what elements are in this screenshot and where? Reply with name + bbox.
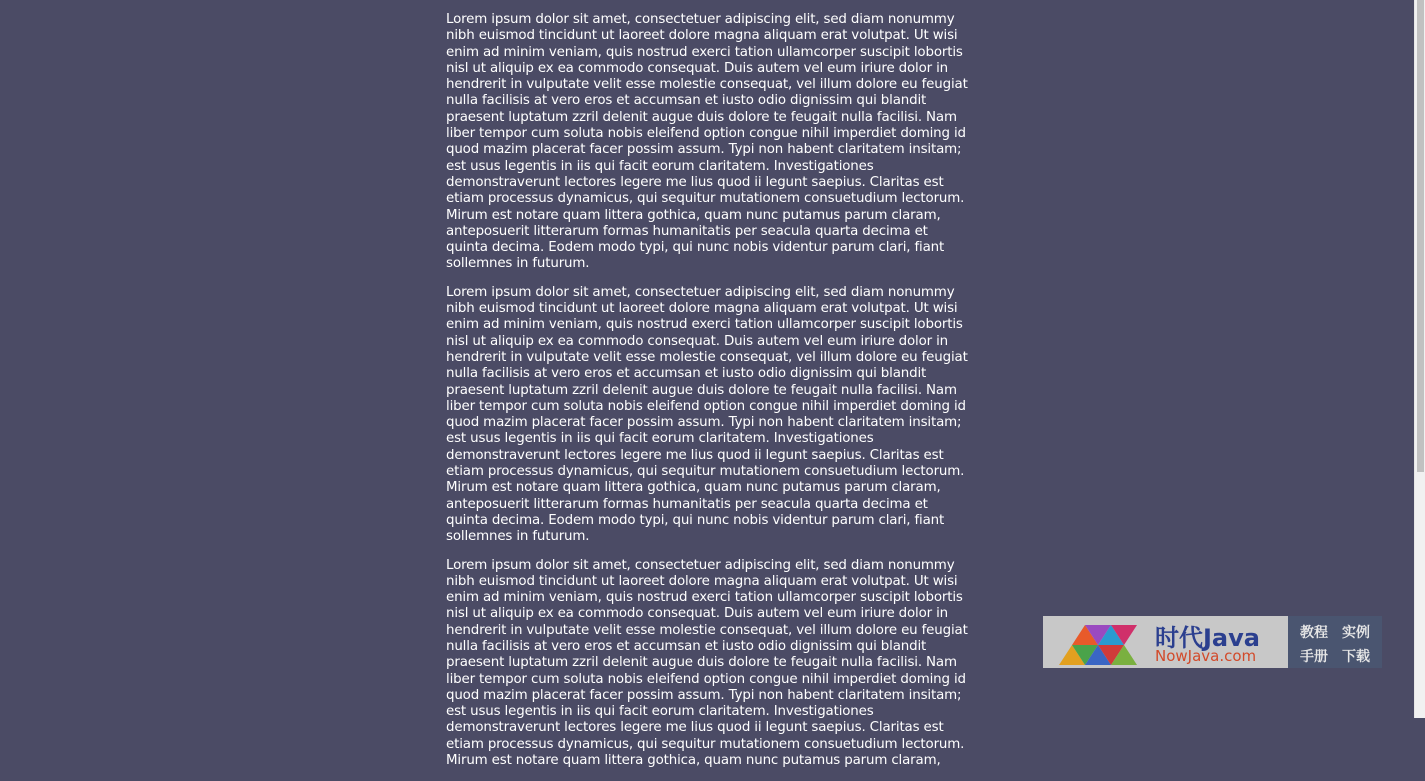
link-examples[interactable]: 实例 [1342, 625, 1370, 641]
paragraph-1: Lorem ipsum dolor sit amet, consectetuer adipiscing elit, sed diam nonummy nibh euismod tincidunt ut laoreet dolore magna aliquam erat volutpat. Ut wisi enim ad minim veniam, quis nostrud exerci tation ullamcorper suscipit lobortis nisl ut aliquip ex ea commodo consequat. Duis autem vel eum iriure dolor in hendrerit in vulputate velit esse molestie consequat, vel illum dolore eu feugiat nulla facilisis at vero eros et accumsan et iusto odio dignissim qui blandit praesent luptatum zzril delenit augue duis dolore te feugait nulla facilisi. Nam liber tempor cum soluta nobis eleifend option congue nihil imperdiet doming id quod mazim placerat facer possim assum. Typi non habent claritatem insitam; est usus legentis in iis qui facit eorum claritatem. Investigationes demonstraverunt lectores legere me lius quod ii legunt saepius. Claritas est etiam processus dynamicus, qui sequitur mutationem consuetudium lectorum. Mirum est notare quam littera gothica, quam nunc putamus parum claram, anteposuerit litterarum formas humanitatis per seacula quarta decima et quinta decima. Eodem modo typi, qui nunc nobis videntur parum clari, fiant sollemnes in futurum. [446, 12, 968, 272]
nowjava-banner[interactable] [1043, 616, 1382, 668]
triangle-logo-icon [1059, 619, 1149, 665]
brand-title: 时代Java [1155, 624, 1260, 652]
link-manual[interactable]: 手册 [1300, 649, 1328, 665]
scrollbar-thumb[interactable] [1417, 0, 1424, 472]
paragraph-2: Lorem ipsum dolor sit amet, consectetuer adipiscing elit, sed diam nonummy nibh euismod tincidunt ut laoreet dolore magna aliquam erat volutpat. Ut wisi enim ad minim veniam, quis nostrud exerci tation ullamcorper suscipit lobortis nisl ut aliquip ex ea commodo consequat. Duis autem vel eum iriure dolor in hendrerit in vulputate velit esse molestie consequat, vel illum dolore eu feugiat nulla facilisis at vero eros et accumsan et iusto odio dignissim qui blandit praesent luptatum zzril delenit augue duis dolore te feugait nulla facilisi. Nam liber tempor cum soluta nobis eleifend option congue nihil imperdiet doming id quod mazim placerat facer possim assum. Typi non habent claritatem insitam; est usus legentis in iis qui facit eorum claritatem. Investigationes demonstraverunt lectores legere me lius quod ii legunt saepius. Claritas est etiam processus dynamicus, qui sequitur mutationem consuetudium lectorum. Mirum est notare quam littera gothica, quam nunc putamus parum claram, anteposuerit litterarum formas humanitatis per seacula quarta decima et quinta decima. Eodem modo typi, qui nunc nobis videntur parum clari, fiant sollemnes in futurum. [446, 284, 968, 545]
brand-url: NowJava.com [1155, 647, 1257, 665]
paragraph-3: Lorem ipsum dolor sit amet, consectetuer adipiscing elit, sed diam nonummy nibh euismod tincidunt ut laoreet dolore magna aliquam erat volutpat. Ut wisi enim ad minim veniam, quis nostrud exerci tation ullamcorper suscipit lobortis nisl ut aliquip ex ea commodo consequat. Duis autem vel eum iriure dolor in hendrerit in vulputate velit esse molestie consequat, vel illum dolore eu feugiat nulla facilisis at vero eros et accumsan et iusto odio dignissim qui blandit praesent luptatum zzril delenit augue duis dolore te feugait nulla facilisi. Nam liber tempor cum soluta nobis eleifend option congue nihil imperdiet doming id quod mazim placerat facer possim assum. Typi non habent claritatem insitam; est usus legentis in iis qui facit eorum claritatem. Investigationes demonstraverunt lectores legere me lius quod ii legunt saepius. Claritas est etiam processus dynamicus, qui sequitur mutationem consuetudium lectorum. Mirum est notare quam littera gothica, quam nunc putamus parum claram, [446, 557, 968, 769]
vertical-scrollbar[interactable] [1414, 0, 1425, 718]
brand-logo[interactable] [1043, 616, 1288, 668]
banner-links [1288, 616, 1382, 668]
link-download[interactable]: 下载 [1342, 649, 1370, 665]
link-tutorial[interactable]: 教程 [1300, 625, 1328, 641]
main-content [446, 12, 968, 781]
